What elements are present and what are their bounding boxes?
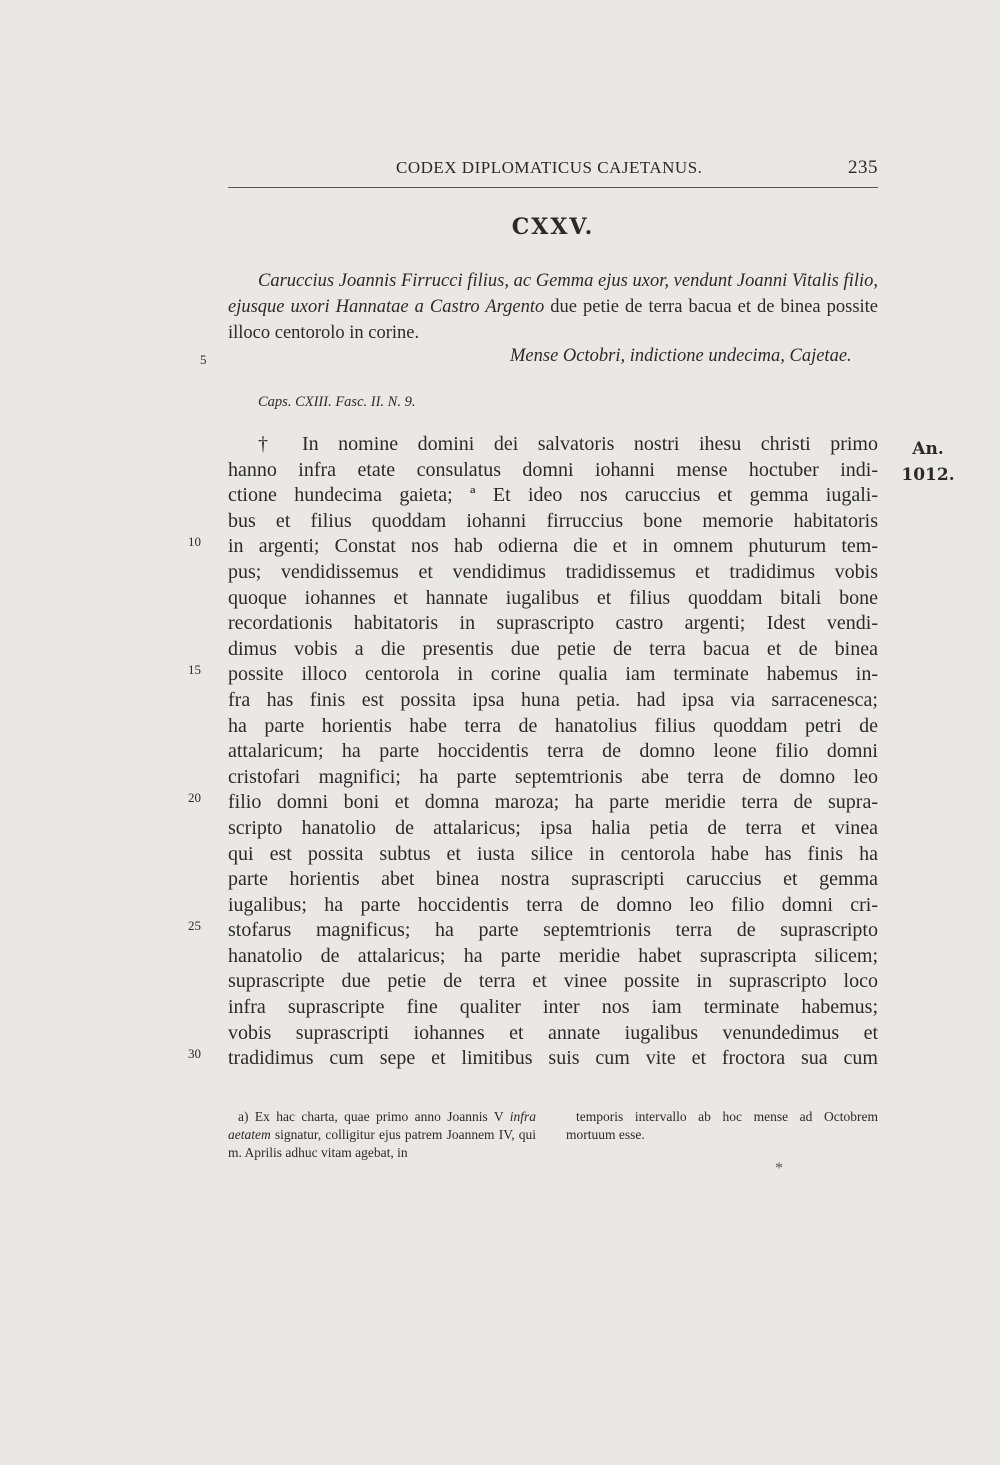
summary-italic: Caruccius Joannis Firrucci filius, ac Gemma ejus uxor, vendunt Joanni Vitalis filio, ejusque uxori Hannatae a Castro Argento xyxy=(228,271,878,317)
footnote-a-continued: temporis intervallo ab hoc mense ad Octobrem mortuum esse. xyxy=(566,1109,878,1142)
running-head-title: CODEX DIPLOMATICUS CAJETANUS. xyxy=(396,158,703,177)
text-line: ha parte horientis habe terra de hanatolius filius quoddam petri de xyxy=(228,714,878,737)
text-line: bus et filius quoddam iohanni firruccius bone memorie habitatoris xyxy=(228,509,878,532)
line-number: 30 xyxy=(188,1046,201,1061)
footnote-a-rest: signatur, colligitur ejus patrem Joannem IV, qui m. Aprilis adhuc vitam agebat, in xyxy=(228,1127,536,1160)
footnote-a-italic: infra aetatem xyxy=(228,1109,536,1142)
text-line: in argenti; Constat nos hab odierna die et in omnem phuturum tem- xyxy=(228,535,878,558)
regest-summary xyxy=(228,268,878,346)
line-number: 10 xyxy=(188,534,201,549)
text-line: dimus vobis a die presentis due petie de terra bacua et de binea xyxy=(228,637,878,660)
text-line: qui est possita subtus et iusta silice in centorola habe has finis ha xyxy=(228,842,878,865)
line-number: 20 xyxy=(188,790,201,805)
text-line: recordationis habitatoris in suprascripto castro argenti; Idest vendi- xyxy=(228,612,878,635)
text-line: infra suprascripte fine qualiter inter nos iam terminate habemus; xyxy=(228,996,878,1019)
document-number: CXXV. xyxy=(511,214,595,240)
margin-year-label: An. xyxy=(912,439,944,459)
running-head xyxy=(228,158,878,182)
text-line: iugalibus; ha parte hoccidentis terra de domno leo filio domni cri- xyxy=(228,893,878,916)
text-line: filio domni boni et domna maroza; ha parte meridie terra de supra- xyxy=(228,791,878,814)
line-number: 25 xyxy=(188,918,201,933)
dating-clause: Mense Octobri, indictione undecima, Cajetae. xyxy=(510,346,852,366)
text-line: vobis suprascripti iohannes et annate iugalibus venundedimus et xyxy=(228,1021,878,1044)
footnote-a xyxy=(228,1108,536,1162)
text-line: † In nomine domini dei salvatoris nostri ihesu christi primo xyxy=(258,433,878,455)
charter-text xyxy=(228,432,878,1072)
signature-mark: * xyxy=(775,1160,783,1177)
margin-year-value: 1012. xyxy=(901,465,955,485)
footnote-a-prefix: a) Ex hac charta, quae primo anno Joannis V xyxy=(238,1109,504,1124)
text-line: hanno infra etate consulatus domni iohanni mense hoctuber indi- xyxy=(228,458,878,481)
text-line: pus; vendidissemus et vendidimus tradidissemus et tradidimus vobis xyxy=(228,560,878,583)
text-line: stofarus magnificus; ha parte septemtrionis terra de suprascripto xyxy=(228,919,878,942)
margin-year xyxy=(888,436,968,488)
text-line: hanatolio de attalaricus; ha parte meridie habet suprascripta silicem; xyxy=(228,944,878,967)
text-line: tradidimus cum sepe et limitibus suis cum vite et froctora sua cum xyxy=(228,1047,878,1070)
line-number: 15 xyxy=(188,662,201,677)
text-line: suprascripte due petie de terra et vinee possite in suprascripto loco xyxy=(228,970,878,993)
text-line: ctione hundecima gaieta; ª Et ideo nos caruccius et gemma iugali- xyxy=(228,484,878,507)
text-line: possite illoco centorola in corine qualia iam terminate habemus in- xyxy=(228,663,878,686)
line-number-5: 5 xyxy=(200,352,207,367)
text-line: parte horientis abet binea nostra suprascripti caruccius et gemma xyxy=(228,868,878,891)
text-line: cristofari magnifici; ha parte septemtrionis abe terra de domno leo xyxy=(228,765,878,788)
archive-reference: Caps. CXIII. Fasc. II. N. 9. xyxy=(258,394,416,410)
text-line: attalaricum; ha parte hoccidentis terra de domno leone filio domni xyxy=(228,740,878,763)
text-line: quoque iohannes et hannate iugalibus et filius quoddam bitali bone xyxy=(228,586,878,609)
text-line: scripto hanatolio de attalaricus; ipsa halia petia de terra et vinea xyxy=(228,816,878,839)
summary-roman: due petie de terra bacua et de binea possite illoco centorolo in corine. xyxy=(228,297,879,343)
header-rule xyxy=(228,187,878,188)
text-line: fra has finis est possita ipsa huna petia. had ipsa via sarracenesca; xyxy=(228,688,878,711)
page-number: 235 xyxy=(848,157,878,178)
